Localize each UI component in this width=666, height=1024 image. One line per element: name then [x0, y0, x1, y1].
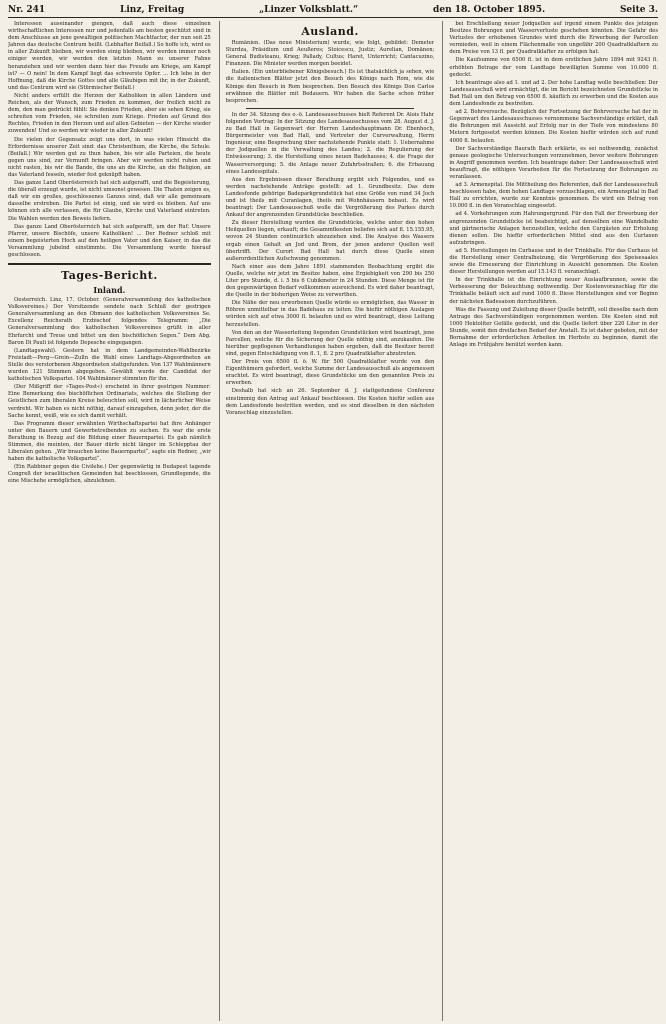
paragraph: Von den an der Wasserleitung liegenden Grundstücken wird beantragt, jene Parcellen, welche für die Sicherung der Quelle nöthig sind, anzukaufen. Die hierüber gepflogenen Verhandlungen haben ergeben, daß die Besitzer bereit sind, gegen Entschädigung von fl. 1, fl. 2 pro Quadratklafter abzutreten.: [225, 329, 435, 357]
page-header: [8, 4, 658, 18]
paragraph: Nach einer aus dem Jahre 1891 stammenden Beobachtung ergibt die Quelle, welche wir jetzt im Besitze haben, eine Ergiebigkeit von 290 bis 250 Liter pro Stunde, d. i. 5 bis 6 Cubikmeter in 24 Stunden. Diese Menge ist für den gegenwärtigen Bedarf vollkommen ausreichend. Es wird daher beantragt, die Quelle in der bisherigen Weise zu verwerthen.: [225, 263, 435, 299]
paragraph: ad 4. Vorkehrungen zum Hahrungergrund. Für den Fall der Erwerbung der angrenzenden Grundstücke ist beabsichtigt, auf denselben eine Wandelbahn und gärtnerische Anlagen herzustellen, welche den Curgästen zur Erholung dienen sollen. Die hiefür erforderlichen Mittel sind aus den Curtaxen aufzubringen.: [449, 211, 658, 246]
column-left: [8, 21, 211, 1021]
paragraph: (Der Mißgriff der »Tages-Post«) erscheint in ihrer gestrigen Nummer: Eine Bemerkung des bischöflichen Ordinariats, welches die Stellung der Geistlichen zum liberalen Kreise beleuchten soll, wird in lächerlicher Weise verdreht. Wir haben es nicht nöthig, darauf einzugehen, denn jeder, der die Sache kennt, weiß, wie es sich damit verhält.: [8, 384, 211, 419]
subsection-title-inland: Inland.: [93, 285, 126, 296]
issue-number: Nr. 241: [8, 5, 46, 15]
paragraph: (Ein Rabbiner gegen die Civilehe.) Der gegenwärtig in Budapest tagende Congreß der israelitischen Gemeinden hat beschlossen, Grundlegende, die eine Mischehe ermöglichen, abzulehnen.: [8, 464, 211, 485]
paragraph: Deshalb hat sich an 26. September d. J. stattgefundene Conferenz einstimmig den Antrag auf Ankauf beschlossen. Die Kosten hiefür sollen aus dem Landesfonde bestritten werden, und es sind dieselben in den nächsten Voranschlag einzustellen.: [225, 388, 435, 416]
paragraph: (Landtagswahl). Gestern hat in dem Landgemeinden-Wahlbezirke Freistadt—Perg—Grein—Zulln die Wahl eines Landtags-Abgeordneten an Stelle des verstorbenen Abgeordneten stattgefunden. Von 137 Wahlmännern wurden 121 Stimmen abgegeben. Gewählt wurde der Candidat der katholischen Volkspartei. 104 Wahlmänner stimmten für ihn.: [8, 347, 211, 383]
section-title-ausland: Ausland.: [301, 25, 359, 38]
paragraph: ad 5. Herstellungen im Curhause und in der Trinkhalle. Für das Curhaus ist die Herstellung einer Centralheizung, die Vergrößerung des Speisesaales sowie die Erneuerung der Einrichtung in Aussicht genommen. Die Kosten dieser Herstellungen werden auf 15.143 fl. veranschlagt.: [449, 247, 658, 276]
paragraph: Was die Fassung und Zuleitung dieser Quelle betrifft, soll dieselbe nach dem Antrage des Sachverständigen vorgenommen werden. Die Kosten sind mit 1000 Hektoliter Gefälle gedeckt, und die Quelle liefert über 220 Liter in der Stunde, somit den dreifachen Bedarf der Anstalt. Es ist daher geboten, mit der Bornahme der erforderlichen Arbeiten im Herbste zu beginnen, damit die Anlage im Frühjahre benützt werden kann.: [449, 306, 658, 349]
paragraph: Die vielen der Gegensatz zeigt uns dort, in was vielen Hinsicht die Erfordernisse unserer Zeit sind: das Christenthum, die Kirche, die Schule. (Beifall.) Wir werden gut zu thun haben, bis wir alle Parteien, die heute gegen uns sind, zur Vernunft bringen. Aber wir werden nicht ruhen und nicht rasten, bis wir die Bande, die uns an die Kirche, an die Religion, an das Vaterland fesseln, wieder fest geknüpft haben.: [8, 136, 211, 178]
place-and-day: Linz, Freitag: [120, 5, 185, 15]
paragraph: Aus den Ergebnissen dieser Berathung ergibt sich Folgendes, und es werden nachstehende Anträge gestellt: ad 1. Grundbesitz. Das dem Landesfonde gehörige Badeparkgrundstück hat eine Größe von rund 34 Joch und ist theils mit Curanlagen, theils mit Wohnhäusern bebaut. Es wird beantragt: Der Landesausschuß wolle die Vergrößerung des Parkes durch Ankauf der angrenzenden Grundstücke beschließen.: [225, 176, 435, 219]
section-title-tagesbericht: Tages-Bericht.: [61, 269, 158, 283]
newspaper-name: „Linzer Volksblatt.“: [258, 5, 359, 15]
paragraph: Das ganze Land Oberösterreich hat sich aufgerafft, und die Begeisterung, die überall erzeugt wurde, ist nicht umsonst gewesen. Die Thaten zeigen es, daß wir ein großes, geschlossenes Ganzes sind, daß wir alle gemeinsam dasselbe erstreben. Die Partei ist einig, und sie wird es bleiben. Auf uns können sich alle verlassen, die für Glaube, Kirche und Vaterland eintreten. Die Wahlen werden den Beweis liefern.: [8, 180, 211, 222]
paragraph: Die Kaufsumme von 6500 fl. ist in dem erstlichen Jahre 1894 mit 9243 fl. erhöhten Betrage der vom Landtage bewilligten Summe von 10.000 fl. gedeckt.: [449, 57, 658, 78]
issue-date: den 18. October 1895.: [433, 5, 546, 15]
page-number: Seite 3.: [619, 5, 658, 15]
divider: [246, 108, 415, 109]
paragraph: In der 34. Sitzung des o.-ö. Landesausschusses hielt Referent Dr. Alois Hahr folgenden Vortrag: In der Sitzung des Landesausschusses vom 28. August d. J. zu Bad Hall in Gegenwart der Herren Landeshauptmann Dr. Ebenhoch, Bürgermeister von Bad Hall, und Vertreter der Curverwaltung, Herrn Ingenieur, eine Besprechung über nachstehende Punkte statt: 1. Uebernahme der Jodquellen in die Verwaltung des Landes; 2. die Regulierung der Entwässerung; 3. die Herstellung eines neuen Badehauses; 4. die Frage der Wasserversorgung; 5. die Anlage neuer Zufahrtsstraßen; 6. die Erbauung eines Landesspitals.: [225, 111, 435, 175]
paragraph: Der Preis von 6500 fl. ö. W. für 500 Quadratklafter wurde von den Eigenthümern gefordert, welche Summe der Landesausschuß als angemessen erachtet. Es wird beantragt, diese Grundstücke um den genannten Preis zu erwerben.: [225, 359, 435, 387]
paragraph: Das Programm dieser erwähnten Wirthschaftspartei hat ihre Anhänger unter den Bauern und Gewerbetreibenden zu suchen. Es war die erste Berathung in Bezug auf die Bildung einer Bauernpartei. Es gab nämlich Stimmen, die meinten, der Bauer dürfe nicht länger im Schlepptau der Liberalen gehen. „Wir brauchen keine Bauernpartei“, sagte ein Redner, „wir haben die katholische Volkspartei“.: [8, 420, 211, 463]
paragraph: Oesterreich. Linz, 17. October. (Generalversammlung des katholischen Volksvereines.) Der Vorsitzende sendete nach Schluß der gestrigen Generalversammlung an den Obmann des katholischen Volksvereines Se. Excellenz Reichsrath Erzbischof folgendes Telegramm: „Die Generalversammlung des katholischen Volksvereines grüßt in aller Ehrfurcht und Treue und bittet um den bischöflichen Segen.“ Dem Abg. Baron Di Pauli ist folgende Depesche eingegangen.: [8, 297, 211, 346]
section-divider: [8, 263, 211, 265]
paragraph: bei Erschließung neuer Jodquellen auf irgend einem Punkte des jetzigen Besitzes Bohrungen und Wasserverluste geschehen könnten. Die Gefahr des Verlustes der erhobenen Grundes wird durch die Erwerbung der Parcellen vermieden, weil in einem Flächenmaße von ungefähr 200 Quadratklaftern zu dem Preise von 13 fl. per Quadratklafter zu erfolgen hat.: [449, 21, 658, 56]
paragraph: Zu dieser Herstellung wurden die Grundstücke, welche unter den hohen Heilquellen liegen, erkauft; die Gesammtkosten beliefen sich auf fl. 15.155.95, wovon 24 Stunden continuirlich abzuziehen sind. Die Analyse des Wassers ergab einen Gehalt an Jod und Brom, der jenen anderer Quellen weit übertrifft. Der Curort Bad Hall hat durch diese Quelle einen außerordentlichen Aufschwung genommen.: [225, 220, 435, 262]
paragraph: Ich beantrage also ad 1. und ad 2. Der hohe Landtag wolle beschließen: Der Landesausschuß wird ermächtigt, die im Bericht bezeichneten Grundstücke in Bad Hall um den Betrag von 6500 fl. käuflich zu erwerben und die Kosten aus dem Landesfonde zu bestreiten.: [449, 79, 658, 108]
paragraph: Nicht anders erfüllt die Herzen der Katholiken in allen Ländern und Reichen, als der Wunsch, zum Frieden zu kommen, der freilich nicht zu dem, den man gedrückt fühlt: Sie denken Frieden, aber sie sehen Krieg, sie schreiten vom Frieden, sie schreiten zum Kriege. Frieden auf Grund des Rechtes, Frieden in den Herzen und auf allen Gebieten — der Kirche wieder zuwenden! Und so werden wir wieder in aller Zukunft!: [8, 92, 211, 135]
paragraph: Rumänien. (Das neue Ministerium) wurde, wie folgt, gebildet: Demeter Sturdza, Präsidium und Aeußeres; Stoicescu, Justiz; Aurelian, Domänen; General Budisteanu, Krieg; Pallady, Cultus; Haret, Unterricht; Cantacuzino, Finanzen. Die Minister werden morgen beeidet.: [225, 40, 435, 68]
column-right: [442, 21, 658, 1021]
paragraph: Die Nähe der neu erworbenen Quelle würde es ermöglichen, das Wasser in Röhren unmittelbar in das Badehaus zu leiten. Die hiefür nöthigen Auslagen würden sich auf etwa 3000 fl. belaufen und es wird beantragt, diese Leitung herzustellen.: [225, 300, 435, 328]
paragraph: In der Trinkhalle ist die Einrichtung neuer Auslaufbrunnen, sowie die Verbesserung der Beleuchtung nothwendig. Der Kostenvoranschlag für die Trinkhalle beläuft sich auf rund 1000 fl. Diese Herstellungen sind vor Beginn der nächsten Badesaison durchzuführen.: [449, 277, 658, 305]
column-middle: [219, 21, 435, 1021]
paragraph: Italien. (Ein unterbliebener Königsbesuch.) Es ist thatsächlich ja sehen, wie die italienischen Blätter jetzt den Besuch des Königs nach Rom, wie die Könige den Besuch in Rom besprechen. Den Besuch des Königs Don Carlos erwähnen die Blätter mit Bedauern. Wir haben die Sache schon früher besprochen.: [225, 69, 435, 104]
paragraph: ad 2. Bohrversuche. Bezüglich der Fortsetzung der Bohrversuche hat der in Gegenwart des Landesausschusses vernommene Sachverständige erklärt, daß die Bohrungen mit Aussicht auf Erfolg nur in der Tiefe von mindestens 80 Metern fortgesetzt werden können. Die Kosten hiefür würden sich auf rund 4000 fl. belaufen.: [449, 109, 658, 144]
paragraph: ad 3. Armenspital. Die Mittheilung des Referenten, daß der Landesausschuß beschlossen habe, dem hohen Landtage vorzuschlagen, ein Armenspital in Bad Hall zu errichten, wurde zur Kenntnis genommen. Es wird ein Betrag von 10.000 fl. in den Voranschlag eingesetzt.: [449, 182, 658, 210]
paragraph: Der Sachverständige Baurath Bach erklärte, es sei nothwendig, zunächst genaue geologische Untersuchungen vorzunehmen, bevor weitere Bohrungen in Angriff genommen werden. Ich beantrage daher: Der Landesausschuß wird beauftragt, die nöthigen Vorarbeiten für die Fortsetzung der Bohrungen zu veranlassen.: [449, 145, 658, 180]
paragraph: Interessen auseinander giengen, daß auch diese einzelnen wirthschaftlichen Interessen nur und jedenfalls am besten geschützt sind in dem Anschlusse an jene gewaltigen politischen Machtfactor, der nun seit 25 Jahren das deutsche Centrum heißt. (Lebhafter Beifall.) So hoffe ich, wird es in aller Zukunft bleiben, wir werden einig bleiben, wir werden immer noch einiger werden, wir werden den letzten Mann zu unserer Fahne heranziehen und wir werden dann hier das Freude am Kriege, am Kampf ist? — O nein! In dem Kampf liegt das schwerste Opfer. ... Ich lebe in der Hoffnung, daß die Kirche Gottes und alle Gläubigen mit ihr, in der Zukunft, und das Centrum wird sie (Stürmischer Beifall.): [8, 21, 211, 91]
paragraph: Das ganze Land Oberösterreich hat sich aufgerafft, um der Ruf: Unsere Pfarrer, unsere Bischöfe, unsere Katholiken! ... Der Redner schloß mit einem begeisterten Hoch auf den heiligen Vater und den Kaiser, in das die Versammlung jubelnd einstimmte. Die Versammlung wurde hierauf geschlossen.: [8, 223, 211, 258]
